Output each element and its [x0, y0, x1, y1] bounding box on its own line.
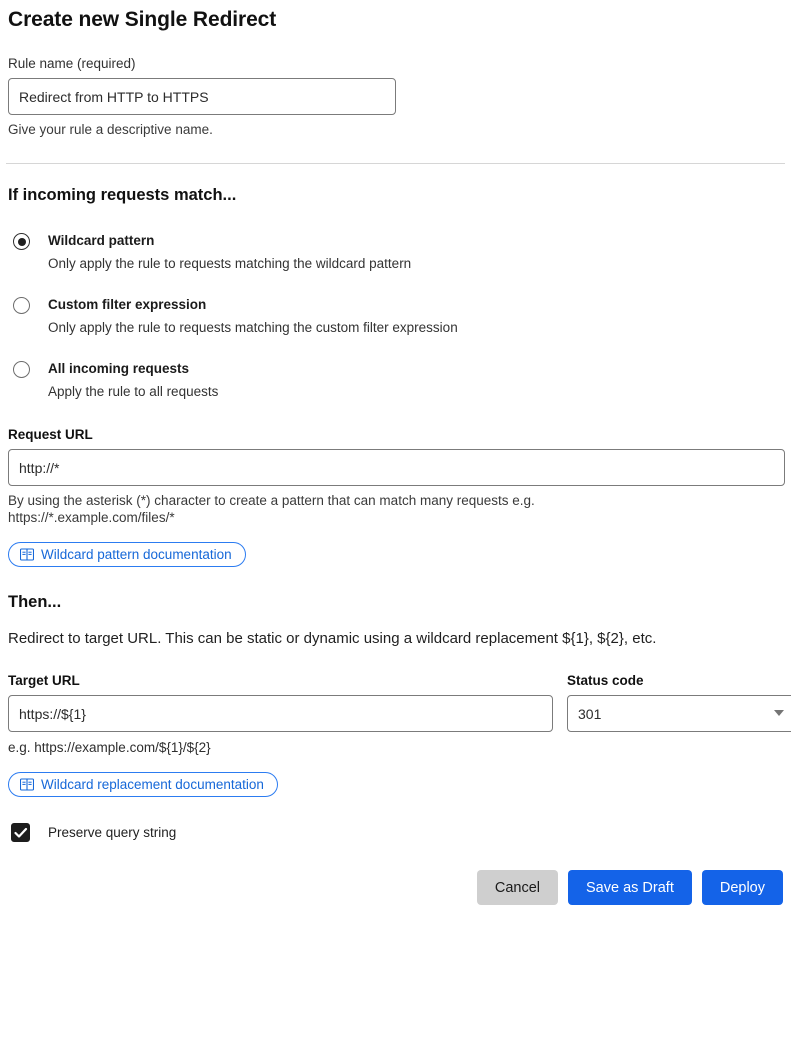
- radio-option-all-incoming-requests[interactable]: [6, 359, 785, 401]
- create-single-redirect-page: [0, 8, 791, 1040]
- rule-name-label: Rule name (required): [8, 56, 136, 71]
- target-url-field: [8, 673, 553, 732]
- radio-custom-filter-expression-icon[interactable]: [13, 297, 30, 314]
- radio-custom-filter-expression-description: Only apply the rule to requests matching the custom filter expression: [48, 319, 458, 335]
- rule-name-helper: Give your rule a descriptive name.: [8, 122, 213, 137]
- radio-wildcard-pattern-description: Only apply the rule to requests matching the wildcard pattern: [48, 255, 412, 271]
- target-and-status-row: [8, 673, 785, 732]
- book-icon: [20, 548, 34, 561]
- wildcard-replacement-documentation-link[interactable]: [8, 772, 278, 797]
- status-code-field: [567, 673, 791, 732]
- request-url-helper-line2: https://*.example.com/files/*: [8, 510, 175, 526]
- request-url-label: Request URL: [8, 427, 93, 443]
- save-as-draft-button[interactable]: Save as Draft: [568, 870, 692, 905]
- book-icon: [20, 778, 34, 791]
- preserve-query-string-label: Preserve query string: [48, 825, 177, 841]
- deploy-button[interactable]: Deploy: [702, 870, 783, 905]
- match-type-radio-group: [6, 231, 785, 401]
- wildcard-replacement-documentation-label: Wildcard replacement documentation: [41, 777, 264, 793]
- radio-option-wildcard-pattern[interactable]: [6, 231, 785, 273]
- match-section-heading: If incoming requests match...: [8, 186, 237, 204]
- then-section-heading: Then...: [8, 593, 62, 612]
- preserve-query-string-checkbox[interactable]: [11, 823, 30, 842]
- section-divider: [6, 163, 785, 164]
- preserve-query-string-row[interactable]: [11, 823, 785, 842]
- cancel-button[interactable]: Cancel: [477, 870, 558, 905]
- target-url-input[interactable]: [8, 695, 553, 732]
- rule-name-input[interactable]: [8, 78, 396, 115]
- page-title: Create new Single Redirect: [8, 8, 277, 31]
- request-url-input[interactable]: [8, 449, 785, 486]
- status-code-label: Status code: [567, 673, 644, 689]
- radio-option-custom-filter-expression[interactable]: [6, 295, 785, 337]
- then-section-description: Redirect to target URL. This can be static or dynamic using a wildcard replacement ${1}, ${2}, etc.: [8, 630, 657, 648]
- wildcard-pattern-documentation-link[interactable]: [8, 542, 246, 567]
- radio-all-incoming-requests-title: All incoming requests: [48, 361, 190, 377]
- status-code-value: 301: [578, 705, 602, 722]
- radio-wildcard-pattern-icon[interactable]: [13, 233, 30, 250]
- status-code-select[interactable]: [567, 695, 791, 732]
- target-url-helper: e.g. https://example.com/${1}/${2}: [8, 740, 211, 756]
- radio-wildcard-pattern-title: Wildcard pattern: [48, 233, 155, 248]
- radio-all-incoming-requests-icon[interactable]: [13, 361, 30, 378]
- radio-custom-filter-expression-title: Custom filter expression: [48, 297, 207, 313]
- form-actions: [6, 870, 783, 905]
- request-url-helper-line1: By using the asterisk (*) character to create a pattern that can match many requests e.g.: [8, 493, 535, 509]
- target-url-label: Target URL: [8, 673, 80, 689]
- wildcard-pattern-documentation-label: Wildcard pattern documentation: [41, 547, 232, 563]
- radio-all-incoming-requests-description: Apply the rule to all requests: [48, 383, 219, 399]
